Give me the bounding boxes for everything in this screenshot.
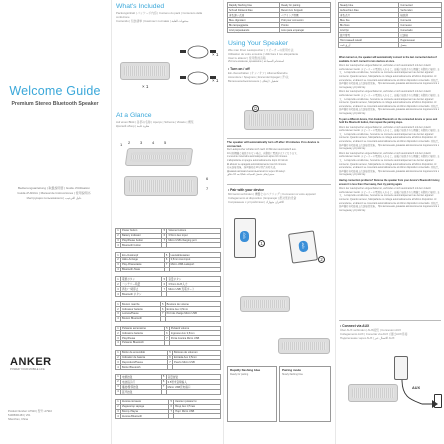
table-cell-number: 5: [163, 229, 166, 233]
table-cell-number: 5: [165, 253, 168, 257]
table-cell-number: 6: [161, 307, 164, 311]
table-cell-label: Pulsante accensione: [121, 326, 165, 331]
phone-illustration: [394, 356, 408, 380]
auto-reconnect-note: [339, 56, 441, 63]
table-cell-number: 4: [117, 341, 119, 345]
step-number: 1: [258, 240, 265, 247]
table-cell-meaning: Pronto: [280, 23, 331, 28]
table-cell-label: Bluetooth button: [121, 243, 162, 248]
bluetooth-icon: ᛒ: [240, 231, 249, 242]
table-cell-status: Steady blue: [339, 3, 399, 8]
divider: [339, 320, 441, 321]
brand-tagline: POWER YOUR MOBILE LIFE: [10, 368, 45, 371]
table-cell-label: 3.5毫米音频输入: [166, 379, 220, 384]
table-cell-number: 2: [117, 258, 119, 262]
table-cell-number: 4: [117, 414, 119, 418]
table-cell-number: 2: [117, 405, 119, 409]
speaker-aux-illustration: [348, 384, 398, 402]
table-cell-number: 7: [163, 287, 166, 291]
table-cell-label: Кнопки громкости: [174, 399, 221, 404]
cover-panel: [0, 0, 110, 444]
filler-text: Wenn der Lautsprecher eingeschaltet ist, verbindet er sich automatisch mit dem zuletzt verbundenen Gerät. スピーカーの電源を入れると、最後に接続された機器と自動的に接続します。 Lorsqu'elle est allumée, l'enceinte se connecte automatiquement au dernier appareil connecté. Quando acceso, l'altoparlante si collega automaticamente all'ultimo dispositivo. Al encenderse, el altavoz se conectará automáticamente al último dispositivo conectado. 开机后，扬声器将自动连接上次连接的设备。 При включении динамик автоматически подключится к последнему устройству.: [339, 64, 441, 89]
included-panel: [112, 0, 222, 444]
table-cell-label: [165, 316, 220, 321]
table-cell-label: 音量按钮: [166, 374, 220, 379]
table-cell-label: Botón Bluetooth: [121, 365, 168, 370]
auto-off-line: El altavoz se apagará automáticamente tras 10 minutos.: [227, 162, 287, 166]
table-cell-label: Micro USB charging port: [167, 238, 221, 243]
table-cell-label: バッテリー残量: [121, 282, 162, 287]
cover-title: Welcome Guide: [9, 84, 101, 98]
table-cell-label: Bouton Bluetooth: [121, 316, 161, 321]
auto-off-line: 如未连接设备，扬声器将在10分钟后自动关闭。: [227, 166, 278, 170]
aux-label: AUX: [412, 386, 421, 390]
controls-table: [115, 228, 221, 248]
table-cell-number: 4: [117, 317, 119, 321]
table-cell-label: Reproducir/Pausa: [121, 360, 168, 365]
table-cell-label: [166, 389, 220, 394]
pair-heading: • Pair with your device: [228, 188, 265, 192]
different-device-note: [339, 118, 441, 125]
auto-reconnect-text: When turned on, the speaker will automatically connect to the last connected device if available. It can't connect to two devices at once.: [339, 56, 437, 63]
table-cell-label: 电源按钮: [121, 374, 162, 379]
table-cell-number: 6: [162, 380, 165, 384]
turn-on-text: Включение/выключение | تشغيل / إيقاف: [228, 78, 279, 83]
table-cell-number: 2: [117, 282, 119, 286]
table-cell-label: Pulsanti volume: [169, 326, 220, 331]
table-cell-status: Blu lampeggiante: [228, 23, 280, 28]
phone-illustration: [234, 218, 256, 258]
table-cell-number: 2: [117, 234, 119, 238]
table-cell-status: Azul fijo: [339, 28, 399, 33]
table-cell-number: 5: [166, 326, 168, 330]
using-subtitle: Wie man Ihren Lautsprecher | スピーカーの使用方法: [228, 48, 294, 52]
whats-included-subtitle: Contenido | 包装清单 | Комплект поставки | محتويات العلبة: [116, 18, 189, 23]
aux-cable-icon: [392, 378, 440, 418]
table-cell-number: 3: [117, 312, 119, 316]
at-a-glance-subtitle: Auf einen Blick | 各部の名称 | Aperçu | Schema | Vistazo | 概览: [116, 120, 194, 124]
table-cell-meaning: Listo para emparejar: [280, 28, 331, 33]
table-cell-label: Bluetooth-Taste: [121, 267, 165, 272]
whats-included-title: What's Included: [116, 3, 165, 10]
table-row: [339, 43, 442, 48]
turn-on-heading: • Turn on / off: [228, 67, 250, 72]
speaker-pair-illustration: [278, 338, 330, 354]
table-cell-number: 5: [161, 302, 164, 306]
table-cell-label: Ingresso Aux 3,5mm: [169, 331, 220, 336]
table-cell-status: Aufleuchten blau: [339, 8, 399, 13]
table-cell-label: 3.5mm AUX入力: [167, 282, 221, 287]
speaker-pair-illustration: [240, 296, 290, 312]
table-cell-label: Pulsante Bluetooth: [121, 340, 165, 345]
step-number: 2: [318, 256, 325, 263]
divider: [227, 138, 331, 139]
table-cell-label: Indicador de batería: [121, 355, 168, 360]
table-cell-label: Botón de encendido: [121, 350, 168, 355]
table-cell-label: Micro-USB-Ladeport: [169, 262, 220, 267]
table-cell-meaning: Conectado: [399, 28, 442, 33]
table-cell-meaning: 已连接: [399, 33, 442, 38]
table-cell-number: 2: [117, 380, 119, 384]
table-cell-label: Кнопка питания: [121, 399, 169, 404]
auto-off-line: L'altoparlante si spegne automaticamente dopo 10 minuti.: [227, 158, 289, 162]
table-cell-number: 3: [117, 360, 119, 364]
table-cell-status: 蓝灯常亮: [339, 33, 399, 38]
bluetooth-icon: ᛒ: [298, 240, 308, 252]
callout-number: 7: [206, 186, 209, 191]
pair-text: Collegamento al dispositivo | Emparejar | 配对您的设备: [228, 195, 297, 200]
led-status-table: [227, 2, 331, 33]
table-cell-label: [167, 292, 221, 297]
using-subtitle: Использование динамика | استخدام السماعة: [228, 59, 284, 64]
table-cell-label: 再生/一時停止: [121, 287, 162, 292]
pairing-status-text: Slowly flashing blue: [282, 373, 303, 376]
turn-on-text: Accendere / Spegnere | Encender/Apagar | 开/关: [228, 74, 289, 79]
table-cell-number: 3: [117, 336, 119, 340]
at-a-glance-title: At a Glance: [116, 112, 152, 119]
controls-tables: [112, 228, 222, 423]
pairing-status-title: Pairing mode: [282, 368, 302, 372]
table-row: [116, 292, 221, 297]
table-cell-label: Ein-/Ausknopf: [121, 253, 165, 258]
table-cell-label: Entrada Aux 3,5mm: [172, 355, 220, 360]
ready-status-text: Ready for pairing: [230, 373, 249, 376]
table-cell-label: 蓝牙按钮: [121, 389, 162, 394]
controls-table: [115, 301, 221, 321]
controls-table: [115, 252, 221, 272]
filler-text: Wenn der Lautsprecher eingeschaltet ist, verbindet er sich automatisch mit dem zuletzt verbundenen Gerät. スピーカーの電源を入れると、最後に接続された機器と自動的に接続します。 Lorsqu'elle est allumée, l'enceinte se connecte automatiquement au dernier appareil connecté. Quando acceso, l'altoparlante si collega automaticamente all'ultimo dispositivo. Al encenderse, el altavoz se conectará automáticamente al último dispositivo conectado. 开机后，扬声器将自动连接上次连接的设备。 При включении динамик автоматически подключится к последнему устройству.: [339, 90, 441, 115]
footer-line: Shenzhen, China: [8, 418, 28, 421]
using-section: [224, 40, 334, 84]
table-cell-label: Battery indicator: [121, 233, 162, 238]
table-cell-label: 3.5mm Aux input: [167, 233, 221, 238]
pair-text: Mit Gerät verbinden | 機器とのペアリング | Connexion à votre appareil: [228, 192, 316, 196]
table-cell-status: Blu fisso: [339, 23, 399, 28]
at-a-glance-subtitle: Краткий обзор | نظرة عامة: [116, 123, 150, 128]
phone-illustration: [288, 230, 318, 263]
controls-table: [115, 374, 221, 395]
table-cell-label: Boutons de volume: [165, 302, 220, 307]
quantity-label: × 1: [142, 84, 149, 89]
notes-section: [336, 56, 444, 212]
table-cell-number: 7: [165, 263, 168, 267]
table-row: [116, 243, 221, 248]
table-cell-label: Lecture/Pause: [121, 311, 161, 316]
table-cell-meaning: Ready for pairing: [280, 3, 331, 8]
auto-off-line: Динамик автоматически выключится через 10 минут.: [227, 169, 286, 173]
language-line: Инструкция пользователя | دليل الترحيب: [26, 196, 82, 200]
table-cell-label: [167, 243, 221, 248]
ready-status-box: [227, 366, 277, 422]
aux-text: Collegamento AUX | Conectar vía AUX | 通过AUX连接: [340, 331, 408, 336]
table-cell-number: 2: [117, 331, 119, 335]
callout-number: 1: [120, 142, 123, 147]
cover-subtitle: Premium Stereo Bluetooth Speaker: [11, 101, 99, 107]
table-cell-number: 1: [117, 302, 119, 306]
callout-number: 3: [140, 140, 143, 145]
table-cell-label: Кнопка Bluetooth: [121, 414, 169, 419]
language-line: Guida d'Utilizzo | Manual de Instrucciones | 使用说明书: [17, 191, 91, 195]
callout-number: 2: [128, 140, 131, 145]
table-cell-number: 7: [166, 336, 168, 340]
cover-footer: [8, 410, 52, 422]
table-cell-label: Power button: [121, 229, 162, 234]
using-title: Using Your Speaker: [228, 40, 289, 47]
table-cell-number: 4: [117, 390, 119, 394]
table-cell-status: Постоянный синий: [339, 38, 399, 43]
language-line: Bedienungsanleitung | 取扱説明書 | Guide d'Utilisation: [17, 186, 90, 190]
table-cell-meaning: Connecté: [399, 18, 442, 23]
turn-on-text: Ein-/Ausschalten | オン / オフ | Allumer/Éteindre: [228, 71, 288, 76]
table-cell-label: Bouton marche: [121, 302, 161, 307]
table-cell-status: Rapidly flashing blue: [228, 3, 280, 8]
table-cell-meaning: Connesso: [399, 23, 442, 28]
auto-off-line: L'enceinte s'éteindra automatiquement après 10 minutes.: [227, 155, 288, 159]
table-cell-label: [174, 414, 221, 419]
table-cell-number: 4: [117, 292, 119, 296]
table-row: [116, 414, 221, 419]
table-cell-label: Indicatore batteria: [121, 331, 165, 336]
table-cell-label: 音量ボタン: [167, 277, 221, 282]
table-cell-number: 6: [166, 331, 168, 335]
pairing-status-box: [279, 366, 331, 422]
different-device-text: To pair a different device, first disable Bluetooth on the connected device or press and hold the Bluetooth button, then repeat the pairing steps.: [339, 117, 438, 125]
table-cell-number: 3: [117, 385, 119, 389]
table-cell-label: Bluetooth ボタン: [121, 292, 162, 297]
table-cell-label: [169, 340, 220, 345]
table-cell-number: 7: [169, 360, 171, 364]
table-cell-meaning: 接続済: [399, 13, 442, 18]
controls-table: [115, 326, 221, 346]
aux-text: Über AUX verbinden | AUX接続 | Connexion AUX: [340, 328, 401, 332]
table-cell-number: 2: [117, 307, 119, 311]
table-cell-number: 3: [117, 238, 119, 242]
cover-heading: [0, 84, 110, 107]
table-row: [228, 28, 331, 33]
footer-line: 51005001153 | V01: [8, 414, 31, 417]
table-cell-label: Entrée Aux 3,5mm: [165, 307, 220, 312]
aux-text: Подключение через AUX | الاتصال عبر AUX: [340, 335, 395, 340]
cover-languages: [4, 186, 104, 201]
table-cell-status: Schnell blinkend blau: [228, 8, 280, 13]
controls-table: [115, 350, 221, 370]
power-button-icon: ⏻: [253, 106, 258, 111]
speaker-illustration: [120, 62, 170, 80]
table-cell-label: [172, 365, 220, 370]
table-row: [116, 365, 221, 370]
table-cell-status: Bleu clignotant: [228, 18, 280, 23]
auto-off-line: 10分間機器と接続されない場合、自動的に電源がオフになります。: [227, 151, 299, 155]
table-cell-number: 1: [117, 351, 119, 355]
table-cell-status: أزرق ثابت: [339, 43, 399, 48]
table-cell-label: Porta ricarica Micro USB: [169, 336, 220, 341]
table-cell-label: Play-/Pausetaste: [121, 262, 165, 267]
table-cell-label: Indicateur batterie: [121, 307, 161, 312]
table-cell-number: 7: [163, 238, 166, 242]
table-cell-number: 5: [163, 277, 166, 281]
ready-status-title: Rapidly flashing blue: [230, 368, 261, 372]
table-cell-number: 2: [117, 355, 119, 359]
table-cell-number: 7: [170, 409, 172, 413]
table-cell-label: Micro USB 充電ポート: [167, 287, 221, 292]
using-panel: [224, 0, 334, 444]
table-cell-number: 1: [117, 277, 119, 281]
callout-number: 6: [206, 176, 209, 181]
table-cell-meaning: ペアリング待機: [280, 13, 331, 18]
auto-off-line: سيتم إيقاف تشغيل السماعة تلقائيًا بعد 10 دقائق.: [227, 173, 275, 177]
table-cell-number: 6: [169, 355, 171, 359]
using-subtitle: Utilisation de votre enceinte | Utilizzare il tuo altoparlante: [228, 51, 299, 56]
table-cell-number: 1: [117, 375, 119, 379]
callout-number: 4: [152, 140, 155, 145]
table-cell-number: 5: [162, 375, 165, 379]
table-row: [116, 316, 221, 321]
table-cell-label: Micro USB充电端口: [166, 384, 220, 389]
pair-section: [224, 188, 334, 204]
table-cell-number: 1: [117, 229, 119, 233]
auto-off-note: [224, 141, 334, 177]
table-cell-meaning: Prêt pour connexion: [280, 18, 331, 23]
table-cell-number: 3: [117, 409, 119, 413]
table-cell-meaning: Bereit zum Koppeln: [280, 8, 331, 13]
table-cell-label: 3,5mm Aux-Input: [169, 257, 220, 262]
table-cell-label: Port de charge Micro USB: [165, 311, 220, 316]
table-cell-meaning: متصل: [399, 43, 442, 48]
table-cell-label: Lautstärketasten: [169, 253, 220, 258]
table-cell-number: 4: [117, 267, 119, 271]
table-cell-label: Akku-Anzeige: [121, 257, 165, 262]
trouble-text: Having connection problems? Remove the speaker from your device's Bluetooth history, ensure it is less than 3 feet away, then try pairing again.: [339, 179, 440, 186]
table-row: [116, 267, 221, 272]
table-cell-number: 5: [169, 351, 171, 355]
table-cell-label: Воспр./Пауза: [121, 409, 169, 414]
whats-included-subtitle: Packungsinhalt | パッケージ内容 | Contenu du pack | Contenuto della confezione: [116, 11, 203, 19]
pair-text: Сопряжение с устройством | الاقتران بجهازك: [228, 199, 284, 204]
table-cell-number: 6: [163, 282, 166, 286]
filler-text: Wenn der Lautsprecher eingeschaltet ist, verbindet er sich automatisch mit dem zuletzt verbundenen Gerät. スピーカーの電源を入れると、最後に接続された機器と自動的に接続します。 Lorsqu'elle est allumée, l'enceinte se connecte automatiquement au dernier appareil connecté. Quando acceso, l'altoparlante si collega automaticamente all'ultimo dispositivo. Al encenderse, el altavoz se conectará automáticamente al último dispositivo conectado. 开机后，扬声器将自动连接上次连接的设备。 При включении динамик автоматически подключится к последнему устройству.: [339, 187, 441, 212]
table-cell-number: 7: [162, 385, 165, 389]
table-cell-meaning: Verbunden: [399, 8, 442, 13]
table-cell-label: [169, 267, 220, 272]
filler-text: Wenn der Lautsprecher eingeschaltet ist, verbindet er sich automatisch mit dem zuletzt verbundenen Gerät. スピーカーの電源を入れると、最後に接続された機器と自動的に接続します。 Lorsqu'elle est allumée, l'enceinte se connecte automatiquement au dernier appareil connecté. Quando acceso, l'altoparlante si collega automaticamente all'ultimo dispositivo. Al encenderse, el altavoz se conectará automáticamente al último dispositivo conectado. 开机后，扬声器将自动连接上次连接的设备。 При включении динамик автоматически подключится к последнему устройству.: [339, 151, 441, 177]
table-cell-number: 6: [163, 234, 166, 238]
aux-port-icon: [434, 394, 442, 408]
table-cell-label: Порт Micro USB: [174, 409, 221, 414]
table-cell-number: 4: [117, 243, 119, 247]
table-cell-number: 1: [117, 326, 119, 330]
table-row: [116, 389, 221, 394]
auto-off-line: Der Lautsprecher schaltet sich nach 10 Minuten automatisch aus.: [227, 148, 297, 152]
table-cell-status: 青色速い点滅: [228, 13, 280, 18]
speaker-front-view: [124, 176, 198, 196]
using-subtitle: Usar tu altavoz | 使用您的音箱: [228, 55, 266, 60]
table-cell-number: 3: [117, 263, 119, 267]
table-cell-number: 1: [117, 400, 119, 404]
table-cell-label: Puerto Micro USB: [172, 360, 220, 365]
table-cell-label: 電源ボタン: [121, 277, 162, 282]
connected-status-table: [338, 2, 442, 48]
table-cell-label: Botones de volumen: [172, 350, 220, 355]
controls-table: [115, 399, 221, 419]
notes-panel: [336, 0, 444, 444]
table-cell-status: Bleu fixe: [339, 18, 399, 23]
table-cell-status: Azul parpadeando: [228, 28, 280, 33]
table-cell-label: Play/Pausa: [121, 336, 165, 341]
trouble-note: [339, 179, 441, 186]
divider: [227, 184, 331, 185]
table-cell-status: 青色点灯: [339, 13, 399, 18]
table-cell-number: 7: [161, 312, 164, 316]
controls-table: [115, 276, 221, 297]
table-cell-number: 6: [170, 405, 172, 409]
table-cell-meaning: Подключено: [399, 38, 442, 43]
table-cell-label: Play/Pause button: [121, 238, 162, 243]
at-a-glance-section: [112, 112, 222, 129]
table-cell-number: 4: [117, 365, 119, 369]
auto-off-heading: The speaker will automatically turn off after 10 minutes if no device is connected.: [227, 140, 320, 148]
aux-heading: • Connect via AUX: [340, 324, 370, 328]
footer-line: Product Number: A7910 | 型号: A7910: [8, 410, 52, 413]
speaker-top-view: [125, 148, 194, 166]
table-cell-number: 5: [170, 400, 172, 404]
cable-illustration: [176, 40, 220, 92]
quantity-label: × 1: [212, 52, 219, 57]
callout-number: 5: [164, 140, 167, 145]
speaker-power-illustration: [244, 110, 314, 130]
aux-section: [336, 324, 444, 340]
whats-included-section: [112, 3, 222, 23]
table-cell-number: 1: [117, 253, 119, 257]
table-cell-label: 播放/暂停按钮: [121, 384, 162, 389]
table-cell-label: Индикатор заряда: [121, 404, 169, 409]
table-row: [116, 340, 221, 345]
table-cell-meaning: Connected: [399, 3, 442, 8]
table-cell-number: 6: [165, 258, 168, 262]
table-cell-number: 3: [117, 287, 119, 291]
table-cell-label: 电池指示灯: [121, 379, 162, 384]
table-cell-label: Вход Aux 3,5 мм: [174, 404, 221, 409]
quantity-label: × 1: [212, 78, 219, 83]
table-cell-label: Volume buttons: [167, 229, 221, 234]
filler-text: Wenn der Lautsprecher eingeschaltet ist, verbindet er sich automatisch mit dem zuletzt verbundenen Gerät. スピーカーの電源を入れると、最後に接続された機器と自動的に接続します。 Lorsqu'elle est allumée, l'enceinte se connecte automatiquement au dernier appareil connecté. Quando acceso, l'altoparlante si collega automaticamente all'ultimo dispositivo. Al encenderse, el altavoz se conectará automáticamente al último dispositivo conectado. 开机后，扬声器将自动连接上次连接的设备。 При включении динамик автоматически подключится к последнему устройству.: [339, 125, 441, 151]
brand-name: ANKER: [10, 356, 52, 368]
anker-logo: [10, 356, 52, 371]
